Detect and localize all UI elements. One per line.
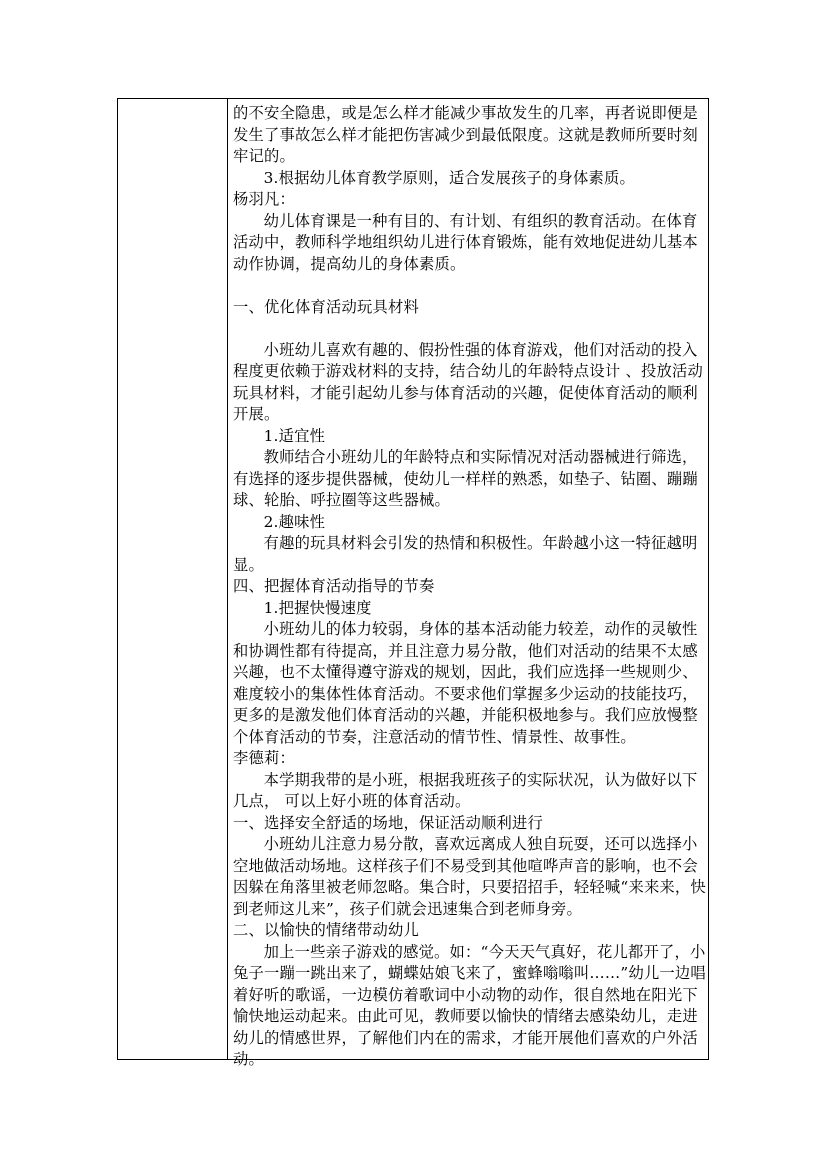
paragraph: 1.适宜性 [263, 426, 326, 445]
paragraph: 幼儿体育课是一种有目的、有计划、有组织的教育活动。在体育活动中，教师科学地组织幼儿进行体育锻炼，能有效地促进幼儿基本动作协调，提高幼儿的身体素质。 [233, 211, 698, 273]
paragraph: 本学期我带的是小班，根据我班孩子的实际状况，认为做好以下几点， 可以上好小班的体育活动。 [233, 770, 698, 810]
paragraph: 小班幼儿的体力较弱，身体的基本活动能力较差，动作的灵敏性和协调性都有待提高，并且注意力易分散，他们对活动的结果不太感兴趣，也不太懂得遵守游戏的规划，因此，我们应选择一些规则少、难度较小的集体性体育活动。不要求他们掌握多少运动的技能技巧，更多的是激发他们体育活动的兴趣，并能积极地参与。我们应放慢整个体育活动的节奏，注意活动的情节性、情景性、故事性。 [233, 620, 698, 746]
paragraph: 加上一些亲子游戏的感觉。如：“今天天气真好，花儿都开了，小兔子一蹦一跳出来了，蝴蝶姑娘飞来了，蜜蜂嗡嗡叫……”幼儿一边唱着好听的歌谣，一边模仿着歌词中小动物的动作，很自然地在阳光下愉快地运动起来。由此可见，教师要以愉快的情绪去感染幼儿，走进幼儿的情感世界，了解他们内在的需求，才能开展他们喜欢的户外活动。 [233, 942, 706, 1068]
paragraph: 一、选择安全舒适的场地，保证活动顺利进行 [233, 813, 543, 832]
column-divider [227, 99, 228, 1059]
paragraph: 二、以愉快的情绪带动幼儿 [233, 921, 419, 939]
document-table [117, 98, 709, 1068]
paragraph: 的不安全隐患，或是怎么样才能减少事故发生的几率，再者说即便是发生了事故怎么样才能把伤害减少到最低限度。这就是教师所要时刻牢记的。 [233, 104, 698, 165]
paragraph: 教师结合小班幼儿的年龄特点和实际情况对活动器械进行筛选，有选择的逐步提供器械，使幼儿一样样的熟悉，如垫子、钻圈、蹦蹦球、轮胎、呼拉圈等这些器械。 [233, 448, 698, 509]
blank-line [233, 275, 707, 297]
paragraph: 2.趣味性 [263, 512, 326, 531]
paragraph: 小班幼儿喜欢有趣的、假扮性强的体育游戏，他们对活动的投入程度更依赖于游戏材料的支持，结合幼儿的年龄特点设计 、投放活动玩具材料，才能引起幼儿参与体育活动的兴趣，促使体育活动的顺利开展。 [233, 340, 703, 423]
content-cell [233, 103, 707, 1071]
paragraph: 有趣的玩具材料会引发的热情和积极性。年龄越小这一特征越明显。 [233, 534, 698, 574]
paragraph: 小班幼儿注意力易分散，喜欢远离成人独自玩耍，还可以选择小空地做活动场地。这样孩子们不易受到其他喧哗声音的影响，也不会因躲在角落里被老师忽略。集合时，只要招招手，轻轻喊“来来来，快到老师这儿来”，孩子们就会迅速集合到老师身旁。 [233, 835, 706, 918]
paragraph: 1.把握快慢速度 [263, 598, 372, 617]
paragraph: 四、把握体育活动指导的节奏 [233, 577, 435, 595]
blank-line [233, 318, 707, 340]
paragraph: 3.根据幼儿体育教学原则，适合发展孩子的身体素质。 [263, 168, 636, 187]
paragraph: 一、优化体育活动玩具材料 [233, 297, 419, 316]
paragraph: 李德莉： [233, 749, 295, 767]
paragraph: 杨羽凡： [233, 190, 295, 208]
